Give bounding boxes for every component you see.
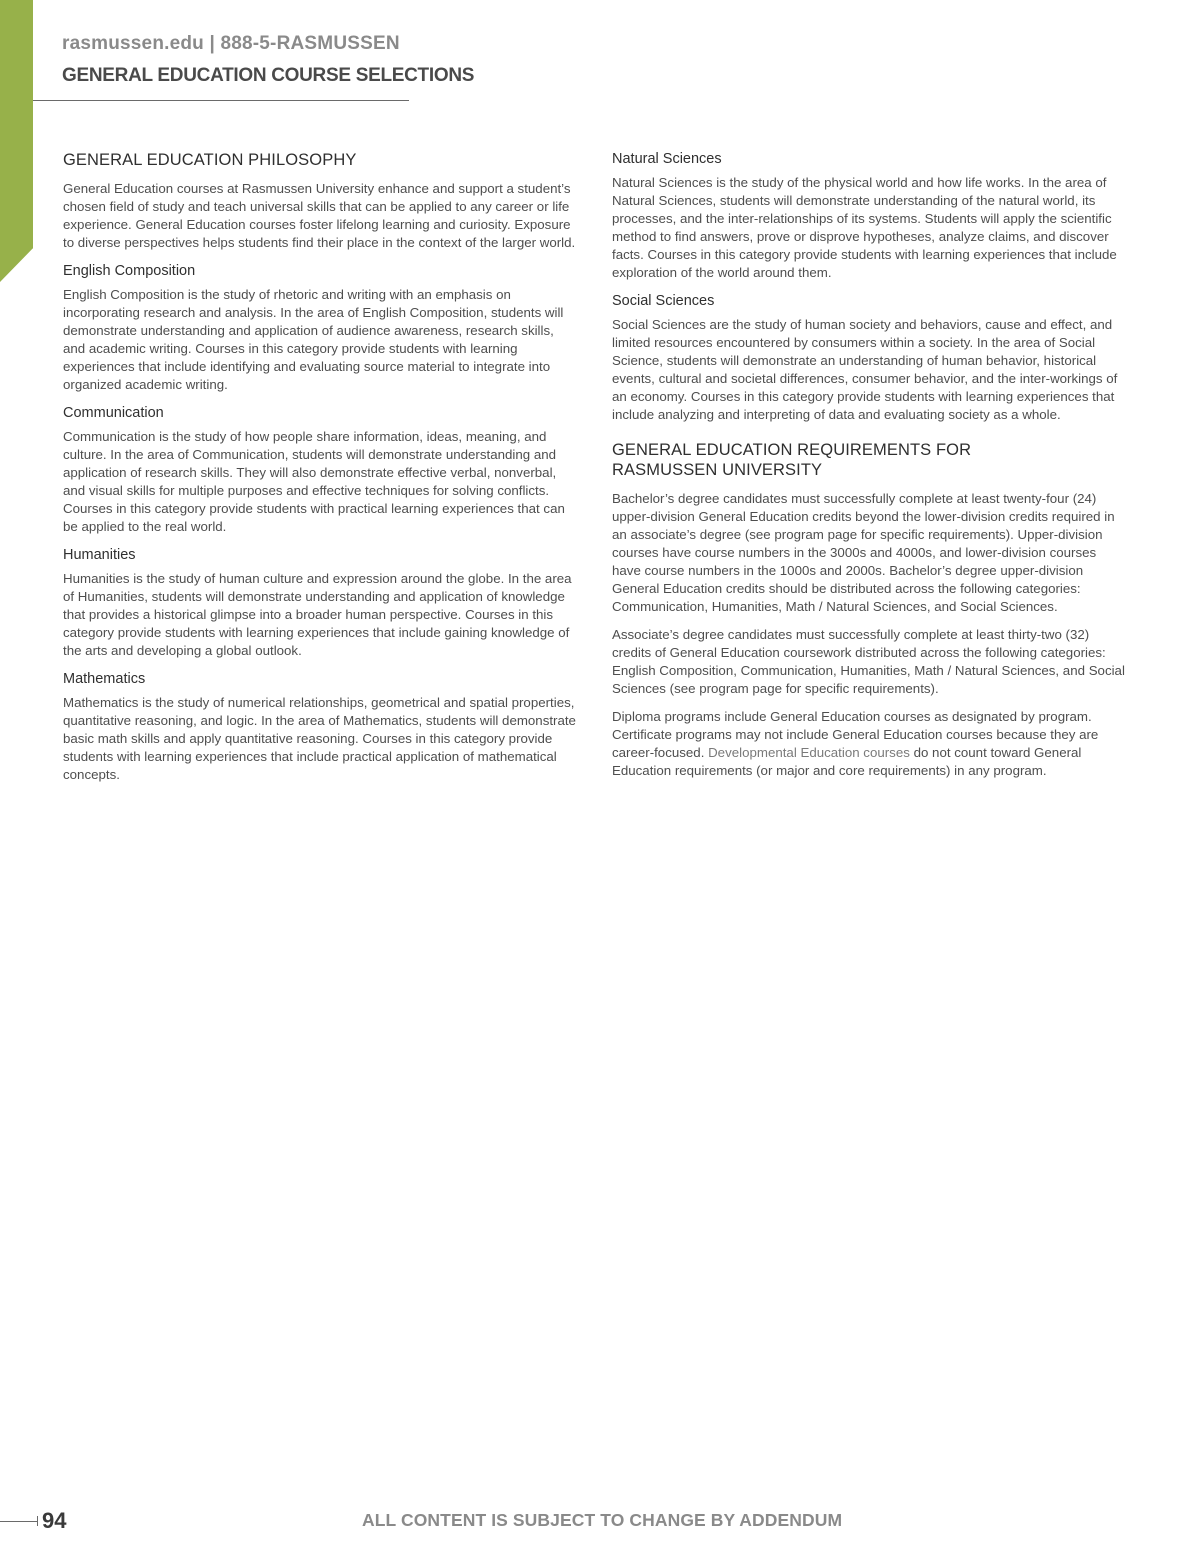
left-column — [63, 150, 578, 794]
mathematics-heading: Mathematics — [63, 671, 146, 687]
humanities-heading: Humanities — [63, 547, 136, 563]
footer-tick — [37, 1516, 38, 1526]
page-header — [62, 33, 474, 87]
english-composition-heading: English Composition — [63, 263, 196, 279]
associate-requirements-paragraph: Associate’s degree candidates must successfully complete at least thirty-two (32) credits of General Education coursework distributed across the following categories: English Composition, Communication, Humanities, Math / Natural Sciences, and Social Sciences (see program page for specific requirements). — [612, 627, 1125, 696]
accent-bar — [0, 0, 33, 282]
diploma-text-start: Diploma programs include General Education courses as designated by program. Certificate programs may not include General Education courses because they are career-focused. — [612, 709, 1099, 760]
requirements-heading-line1: GENERAL EDUCATION REQUIREMENTS FOR — [612, 441, 972, 459]
requirements-heading — [612, 440, 1127, 480]
natural-sciences-paragraph: Natural Sciences is the study of the physical world and how life works. In the area of Natural Sciences, students will demonstrate understanding of the natural world, its processes, and the inter-relationships of its systems. Students will apply the scientific method to find answers, prove or disprove hypotheses, analyze claims, and discover facts. Courses in this category provide students with learning experiences that include exploration of the world around them. — [612, 175, 1117, 280]
diploma-text-end: do not count toward General Education requirements (or major and core requirements) in any program. — [612, 745, 1082, 778]
humanities-paragraph: Humanities is the study of human culture and expression around the globe. In the area of Humanities, students will demonstrate understanding and application of knowledge that provides a historical glimpse into a broader human perspective. Courses in this category provide students with learning experiences that include gaining knowledge of the arts and developing a global outlook. — [63, 571, 572, 658]
social-sciences-paragraph: Social Sciences are the study of human society and behaviors, cause and effect, and limited resources encountered by consumers within a society. In the area of Social Science, students will demonstrate an understanding of human behavior, historical events, cultural and societal differences, consumer behavior, and the inter-workings of an economy. Courses in this category provide students with learning experiences that include analyzing and interpreting of data and evaluating society as a whole. — [612, 317, 1118, 422]
mathematics-paragraph: Mathematics is the study of numerical relationships, geometrical and spatial properties, quantitative reasoning, and logic. In the area of Mathematics, students will demonstrate basic math skills and apply quantitative reasoning. Courses in this category provide students with learning experiences that include practical application of mathematical concepts. — [63, 695, 576, 782]
philosophy-heading: GENERAL EDUCATION PHILOSOPHY — [63, 151, 357, 169]
philosophy-paragraph: General Education courses at Rasmussen University enhance and support a student’s chosen field of study and teach universal skills that can be applied to any career or life experience. General Education courses foster lifelong learning and curiosity. Exposure to diverse perspectives helps students find their place in the context of the larger world. — [63, 181, 576, 250]
footer-rule — [0, 1521, 38, 1522]
natural-sciences-heading: Natural Sciences — [612, 151, 722, 167]
diploma-requirements-paragraph — [612, 708, 1127, 780]
page-number: 94 — [42, 1508, 67, 1533]
site-contact-line: rasmussen.edu | 888-5-RASMUSSEN — [62, 33, 400, 54]
header-divider — [33, 100, 409, 101]
section-title: GENERAL EDUCATION COURSE SELECTIONS — [62, 65, 475, 86]
right-column — [612, 150, 1127, 790]
footer-disclaimer: ALL CONTENT IS SUBJECT TO CHANGE BY ADDENDUM — [362, 1510, 843, 1530]
social-sciences-heading: Social Sciences — [612, 293, 715, 309]
english-composition-paragraph: English Composition is the study of rhetoric and writing with an emphasis on incorporating research and analysis. In the area of English Composition, students will demonstrate understanding and application of audience awareness, research skills, and academic writing. Courses in this category provide students with learning experiences that include identifying and evaluating source material to integrate into organized academic writing. — [63, 287, 564, 392]
bachelor-requirements-paragraph: Bachelor’s degree candidates must successfully complete at least twenty-four (24) upper-division General Education credits beyond the lower-division credits required in an associate’s degree (see program page for specific requirements). Upper-division courses have course numbers in the 3000s and 4000s, and lower-division courses have course numbers in the 1000s and 2000s. Bachelor’s degree upper-division General Education credits should be distributed across the following categories: Communication, Humanities, Math / Natural Sciences, and Social Sciences. — [612, 491, 1115, 614]
developmental-education-link[interactable]: Developmental Education courses — [708, 745, 910, 760]
requirements-heading-line2: RASMUSSEN UNIVERSITY — [612, 461, 823, 479]
communication-heading: Communication — [63, 405, 164, 421]
communication-paragraph: Communication is the study of how people share information, ideas, meaning, and culture. In the area of Communication, students will demonstrate understanding and application of research skills. They will also demonstrate effective verbal, nonverbal, and visual skills for multiple purposes and effective techniques for solving conflicts. Courses in this category provide students with practical learning experiences that can be applied to the real world. — [63, 429, 565, 534]
